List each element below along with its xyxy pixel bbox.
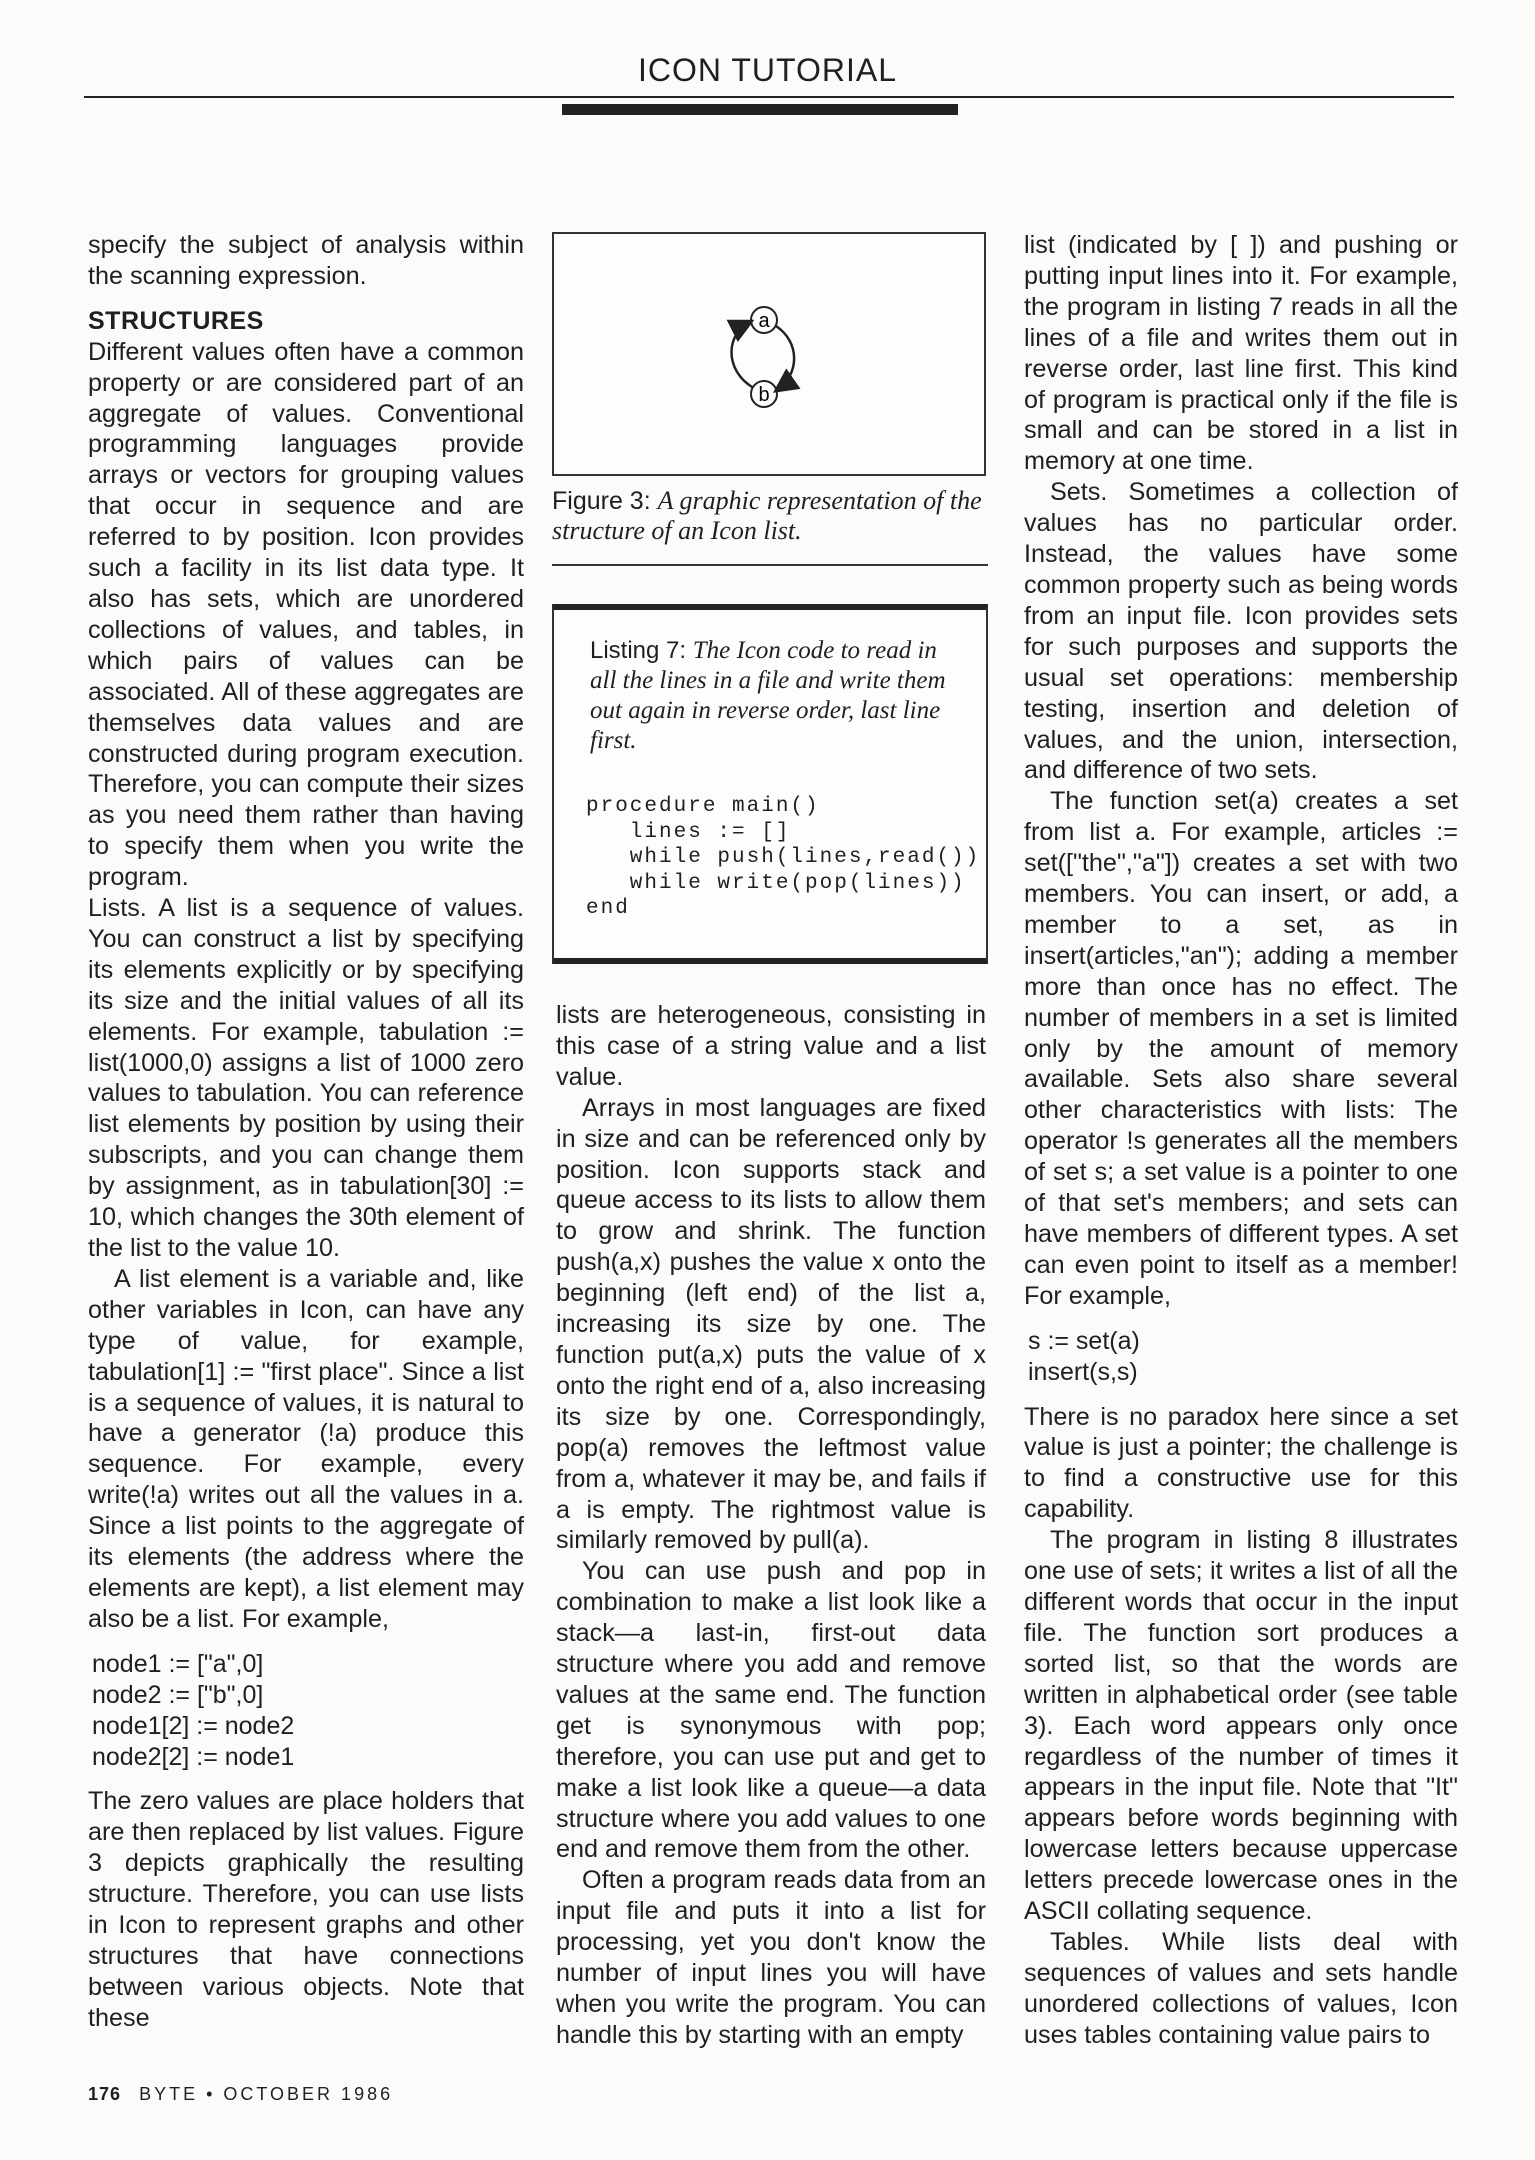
figure-rule — [552, 564, 988, 566]
code-line: while push(lines,read()) — [586, 846, 981, 869]
listing-7-caption — [590, 636, 960, 756]
listing-code — [586, 794, 980, 922]
header-rule — [84, 96, 1454, 98]
figure-caption-text: A graphic representation of the structure of an Icon list. — [552, 486, 982, 545]
column-3 — [1024, 230, 1458, 2051]
code-line: lines := [] — [586, 820, 791, 844]
paragraph: list (indicated by [ ]) and pushing or putting input lines into it. For example, the program in listing 7 reads in all the lines of a file and writes them out in reverse order, last line first. This kind of program is practical only if the file is small and can be stored in a list in memory at one time. — [1024, 231, 1458, 476]
paragraph: Tables. While lists deal with sequences of values and sets handle unordered collections of values, Icon uses tables containing value pairs to — [1024, 1927, 1458, 2049]
paragraph: Different values often have a common property or are considered part of an aggregate of values. Conventional programming languages provide arrays or vectors for grouping values that occur in sequence and are referred to by position. Icon provides such a facility in its list data type. It also has sets, which are unordered collections of values, and tables, in which pairs of values can be associated. All of these aggregates are themselves data values and are constructed during program execution. Therefore, you can compute their sizes as you need them rather than having to specify them when you write the program. — [88, 337, 524, 892]
code-line: s := set(a) — [1028, 1326, 1140, 1355]
code-line: end — [586, 897, 630, 920]
code-line: node1 := ["a",0] — [92, 1649, 264, 1678]
code-line: while write(pop(lines)) — [586, 871, 966, 895]
code-line: node2[2] := node1 — [92, 1742, 295, 1771]
column-2 — [556, 1000, 986, 2051]
code-example — [92, 1649, 524, 1773]
paragraph: Lists. A list is a sequence of values. You can construct a list by specifying its elements explicitly or by specifying its size and the initial values of all its elements. For example, tabulation := list(1000,0) assigns a list of 1000 zero values to tabulation. You can reference list elements by position by using their subscripts, and you can change them by assignment, as in tabulation[30] := 10, which changes the 30th element of the list to the value 10. — [88, 894, 524, 1262]
paragraph: lists are heterogeneous, consisting in this case of a string value and a list value. — [556, 1001, 986, 1091]
publication-line: BYTE • OCTOBER 1986 — [139, 2084, 394, 2104]
column-1 — [88, 230, 524, 2034]
page-number: 176 — [88, 2084, 122, 2104]
figure-3-box — [552, 232, 986, 476]
figure-3-caption — [552, 486, 992, 546]
running-header: ICON TUTORIAL — [638, 52, 897, 88]
list-structure-diagram — [554, 234, 984, 474]
code-example — [1028, 1326, 1458, 1388]
section-heading: STRUCTURES — [88, 306, 264, 335]
node-b-label: b — [758, 384, 770, 406]
paragraph: A list element is a variable and, like other variables in Icon, can have any type of value, for example, tabulation[1] := "first place". Since a list is a sequence of values, it is natural to have a generator (!a) produce this sequence. For example, every write(!a) writes out all the values in a. Since a list points to the aggregate of its elements (the address where the elements are kept), a list element may also be a list. For example, — [88, 1264, 524, 1633]
paragraph: Arrays in most languages are fixed in size and can be referenced only by position. Icon supports stack and queue access to its lists to allow them to grow and shrink. The function push(a,x) pushes the value x onto the beginning (left end) of the list a, increasing its size by one. The function put(a,x) puts the value of x onto the right end of a, also increasing its size by one. Correspondingly, pop(a) removes the leftmost value from a, whatever it may be, and fails if a is empty. The rightmost value is similarly removed by pull(a). — [556, 1093, 986, 1555]
code-line: node2 := ["b",0] — [92, 1680, 264, 1709]
header-bar — [562, 104, 958, 115]
paragraph: The program in listing 8 illustrates one use of sets; it writes a list of all the different words that occur in the input file. The function sort produces a sorted list, so that the words are written in alphabetical order (see table 3). Each word appears only once regardless of the number of times it appears in the input file. Note that "It" appears before words beginning with lowercase letters because uppercase letters precede lowercase ones in the ASCII collating sequence. — [1024, 1526, 1458, 1926]
code-line: procedure main() — [586, 795, 820, 818]
page-footer — [88, 2084, 393, 2105]
listing-caption-text: The Icon code to read in all the lines in a file and write them out again in reverse order, last line first. — [590, 637, 946, 754]
paragraph: There is no paradox here since a set value is just a pointer; the challenge is to find a constructive use for this capability. — [1024, 1402, 1458, 1524]
code-line: insert(s,s) — [1028, 1357, 1138, 1386]
arrow-a-to-b — [776, 326, 794, 390]
code-line: node1[2] := node2 — [92, 1711, 295, 1740]
paragraph: You can use push and pop in combination to make a list look like a stack—a last-in, first-out data structure where you add and remove values at the same end. The function get is synonymous with pop; therefore, you can use put and get to make a list look like a queue—a data structure where you add values to one end and remove them from the other. — [556, 1557, 986, 1864]
listing-caption-label: Listing 7: — [590, 637, 687, 664]
paragraph: Often a program reads data from an input file and puts it into a list for processing, yet you don't know the number of input lines you will have when you write the program. You can handle this by starting with an empty — [556, 1866, 986, 2049]
paragraph: specify the subject of analysis within the scanning expression. — [88, 231, 524, 290]
paragraph: The function set(a) creates a set from list a. For example, articles := set(["the","a"]) creates a set with two members. You can insert, or add, a member to a set, as in insert(articles,"an"); adding a member more than once has no effect. The number of members in a set is limited only by the amount of memory available. Sets also share several other characteristics with lists: The operator !s generates all the members of set s; a set value is a pointer to one of that set's members; and sets can have members of different types. A set can even point to itself as a member! For example, — [1024, 787, 1458, 1310]
listing-7-box — [552, 604, 988, 964]
arrow-b-to-a — [732, 322, 753, 387]
paragraph: The zero values are place holders that are then replaced by list values. Figure 3 depicts graphically the resulting structure. Therefore, you can use lists in Icon to represent graphs and other structures that have connections between various objects. Note that these — [88, 1787, 524, 2032]
figure-caption-label: Figure 3: — [552, 487, 651, 515]
node-a-label: a — [758, 310, 770, 332]
paragraph: Sets. Sometimes a collection of values has no particular order. Instead, the values have some common property such as being words from an input file. Icon provides sets for such purposes and supports the usual set operations: membership testing, insertion and deletion of values, and the union, intersection, and difference of two sets. — [1024, 478, 1458, 785]
